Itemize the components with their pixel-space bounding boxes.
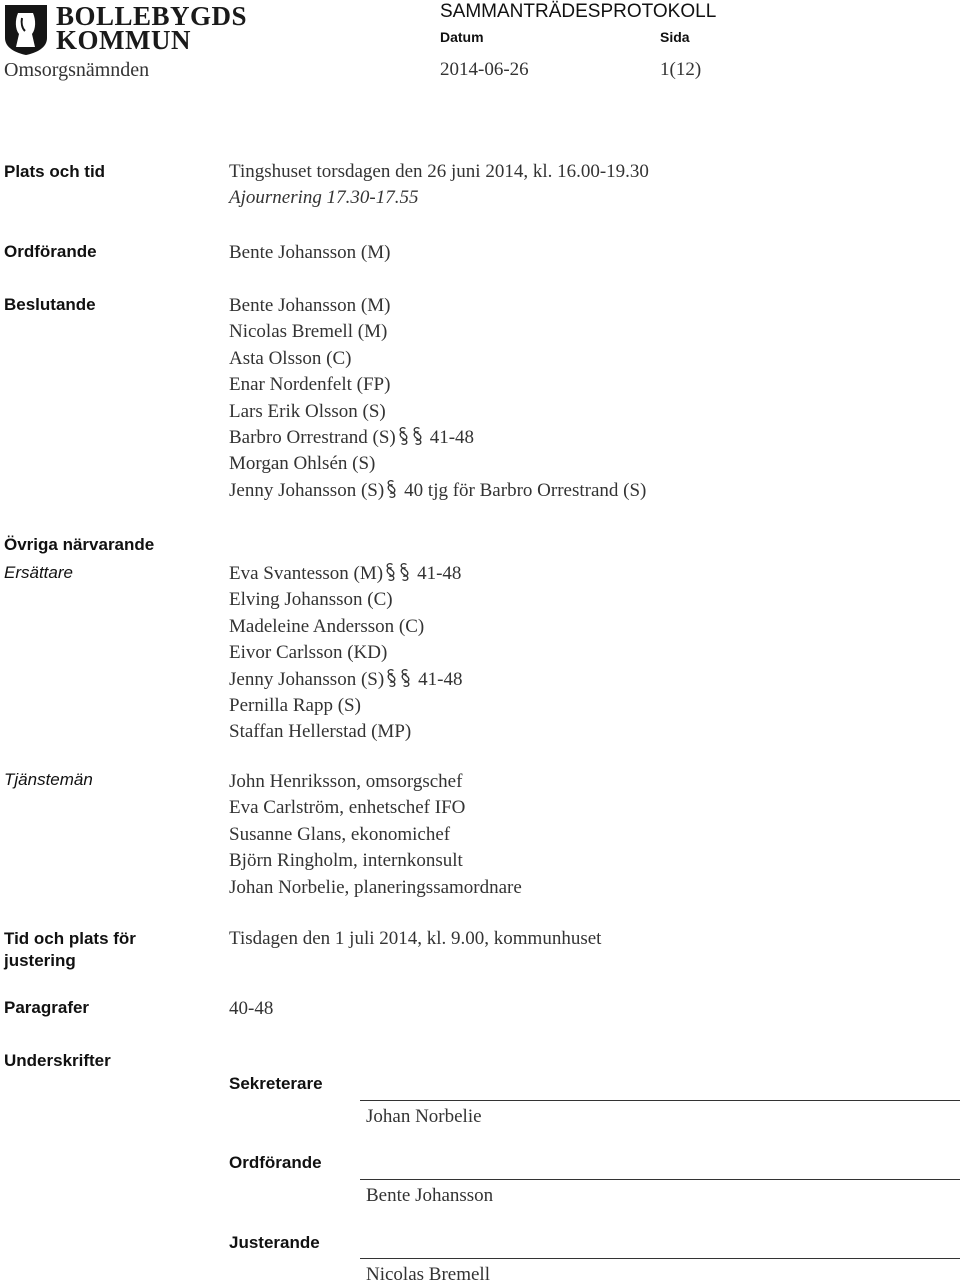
official-row: John Henriksson, omsorgschef <box>229 771 463 792</box>
substitute-row: Eva Svantesson (M) 41-48 <box>229 563 462 584</box>
member-row: Bente Johansson (M) <box>229 295 391 316</box>
substitute-row: Jenny Johansson (S) 41-48 <box>229 668 463 690</box>
signature-name-chair: Bente Johansson <box>366 1185 494 1206</box>
document-date: 2014-06-26 <box>440 59 529 80</box>
beslutande-list <box>229 293 646 504</box>
justering-label <box>4 928 136 972</box>
header <box>0 0 960 90</box>
section-sign-icon <box>384 480 398 501</box>
signature-line-adjuster[interactable] <box>360 1258 960 1259</box>
signature-name-adjuster: Nicolas Bremell <box>366 1264 490 1285</box>
ersattare-list <box>229 561 463 746</box>
beslutande-label: Beslutande <box>4 295 96 314</box>
justering-label-line-2: justering <box>4 951 76 970</box>
organ-name: Omsorgsnämnden <box>4 59 150 81</box>
logo-line-2: KOMMUN <box>56 25 191 55</box>
page-label: Sida <box>660 29 690 45</box>
paragrafer-value: 40-48 <box>229 998 274 1019</box>
member-row: Barbro Orrestrand (S) 41-48 <box>229 426 475 448</box>
page-number: 1(12) <box>660 59 702 80</box>
plats-och-tid-label: Plats och tid <box>4 162 106 181</box>
official-row: Johan Norbelie, planeringssamordnare <box>229 876 522 898</box>
underskrifter-label: Underskrifter <box>4 1051 111 1070</box>
substitute-row: Eivor Carlsson (KD) <box>229 642 388 664</box>
document-type: SAMMANTRÄDESPROTOKOLL <box>440 1 717 22</box>
member-row: Jenny Johansson (S) 40 tjg för Barbro Orrestrand (S) <box>229 479 647 501</box>
signature-line-chair[interactable] <box>360 1179 960 1180</box>
section-sign-icon <box>384 669 412 690</box>
official-row: Eva Carlström, enhetschef IFO <box>229 797 466 819</box>
municipality-crest-icon <box>4 4 48 56</box>
substitute-row: Staffan Hellerstad (MP) <box>229 721 412 743</box>
official-row: Björn Ringholm, internkonsult <box>229 850 463 872</box>
member-row: Asta Olsson (C) <box>229 347 352 369</box>
tjansteman-list <box>229 769 522 901</box>
ersattare-label: Ersättare <box>4 563 73 582</box>
justering-label-line-1: Tid och plats för <box>4 929 136 948</box>
substitute-row: Madeleine Andersson (C) <box>229 615 425 637</box>
ordforande-label: Ordförande <box>4 242 97 261</box>
member-row: Lars Erik Olsson (S) <box>229 400 386 422</box>
signature-name-secretary: Johan Norbelie <box>366 1106 482 1127</box>
ordforande-value: Bente Johansson (M) <box>229 242 391 263</box>
date-label: Datum <box>440 29 484 45</box>
logo-line-1: BOLLEBYGDS <box>56 1 248 31</box>
member-row: Enar Nordenfelt (FP) <box>229 374 391 396</box>
substitute-row: Elving Johansson (C) <box>229 589 393 611</box>
signature-role-chair: Ordförande <box>229 1153 322 1172</box>
paragrafer-label: Paragrafer <box>4 998 90 1017</box>
section-sign-icon <box>383 563 411 584</box>
justering-value: Tisdagen den 1 juli 2014, kl. 9.00, kommunhuset <box>229 928 602 949</box>
tjansteman-label: Tjänstemän <box>4 770 93 789</box>
signature-line-secretary[interactable] <box>360 1100 960 1101</box>
member-row: Nicolas Bremell (M) <box>229 321 388 343</box>
substitute-row: Pernilla Rapp (S) <box>229 694 361 716</box>
official-row: Susanne Glans, ekonomichef <box>229 823 451 845</box>
plats-och-tid-value <box>229 159 649 212</box>
signature-role-secretary: Sekreterare <box>229 1074 323 1093</box>
signature-role-adjuster: Justerande <box>229 1233 320 1252</box>
adjournment: Ajournering 17.30-17.55 <box>229 187 419 209</box>
meeting-place-time: Tingshuset torsdagen den 26 juni 2014, kl. 16.00-19.30 <box>229 161 649 182</box>
section-sign-icon <box>396 427 424 448</box>
member-row: Morgan Ohlsén (S) <box>229 453 376 475</box>
ovriga-narvarande-label: Övriga närvarande <box>4 535 155 554</box>
